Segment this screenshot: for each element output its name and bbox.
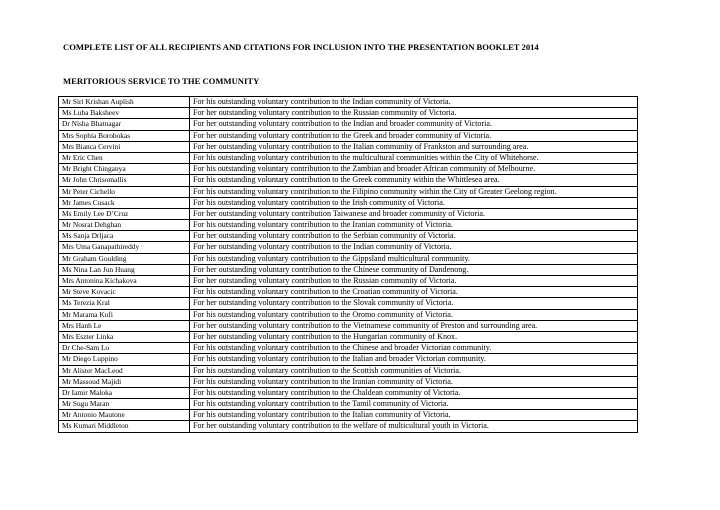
recipient-citation: For his outstanding voluntary contribution to the Filipino community within the City of Greater Geelong region. [190, 186, 638, 197]
recipient-citation: For her outstanding voluntary contribution to the Chinese community of Dandenong. [190, 264, 638, 275]
recipient-citation: For her outstanding voluntary contribution to the Greek and broader community of Victoria. [190, 130, 638, 141]
table-row [59, 231, 638, 242]
recipient-name: Ms Nina Lan Jun Huang [59, 264, 190, 275]
table-row [59, 410, 638, 421]
recipient-citation: For his outstanding voluntary contribution to the Gippsland multicultural community. [190, 253, 638, 264]
table-row [59, 186, 638, 197]
recipient-citation: For his outstanding voluntary contribution to the Iranian community of Victoria. [190, 220, 638, 231]
recipient-name: Ms Emily Lee D’Cruz [59, 208, 190, 219]
table-row [59, 197, 638, 208]
recipient-name: Mr Nosrat Dehghan [59, 220, 190, 231]
table-row [59, 119, 638, 130]
recipient-citation: For his outstanding voluntary contribution to the Chinese and broader Victorian community. [190, 343, 638, 354]
recipient-name: Mrs Uma Ganapathireddy [59, 242, 190, 253]
recipient-citation: For his outstanding voluntary contribution to the Italian and broader Victorian community. [190, 354, 638, 365]
table-row [59, 354, 638, 365]
table-row [59, 421, 638, 432]
recipient-citation: For his outstanding voluntary contribution to the Greek community within the Whittlesea area. [190, 175, 638, 186]
table-row [59, 399, 638, 410]
recipient-citation: For her outstanding voluntary contribution to the Italian community of Frankston and surrounding area. [190, 141, 638, 152]
recipient-name: Mr Alister MacLeod [59, 365, 190, 376]
recipient-citation: For her outstanding voluntary contribution Taiwanese and broader community of Victoria. [190, 208, 638, 219]
recipient-name: Mrs Eszter Linka [59, 331, 190, 342]
table-row [59, 365, 638, 376]
table-row [59, 130, 638, 141]
recipient-citation: For his outstanding voluntary contribution to the multicultural communities within the City of Whitehorse. [190, 152, 638, 163]
recipient-name: Ms Terezia Kral [59, 298, 190, 309]
recipient-citation: For her outstanding voluntary contribution to the Indian community of Victoria. [190, 242, 638, 253]
table-row [59, 220, 638, 231]
table-row [59, 164, 638, 175]
table-row [59, 331, 638, 342]
recipient-name: Mr Antonio Mautone [59, 410, 190, 421]
table-row [59, 208, 638, 219]
recipient-name: Mr Marama Kufi [59, 309, 190, 320]
recipient-citation: For his outstanding voluntary contribution to the Italian community of Victoria. [190, 410, 638, 421]
table-row [59, 276, 638, 287]
recipient-citation: For his outstanding voluntary contribution to the Scottish communities of Victoria. [190, 365, 638, 376]
recipient-name: Mrs Bianca Cervini [59, 141, 190, 152]
recipient-name: Mr James Cusack [59, 197, 190, 208]
recipient-citation: For her outstanding voluntary contribution to the Serbian community of Victoria. [190, 231, 638, 242]
recipient-citation: For his outstanding voluntary contribution to the Zambian and broader African community of Melbourne. [190, 164, 638, 175]
table-row [59, 242, 638, 253]
recipients-table-body [59, 97, 638, 433]
recipient-citation: For his outstanding voluntary contribution to the Irish community of Victoria. [190, 197, 638, 208]
table-row [59, 387, 638, 398]
recipient-citation: For his outstanding voluntary contribution to the Iranian community of Victoria. [190, 376, 638, 387]
recipient-citation: For his outstanding voluntary contribution to the Indian community of Victoria. [190, 97, 638, 108]
table-row [59, 108, 638, 119]
recipient-citation: For her outstanding voluntary contribution to the Indian and broader community of Victoria. [190, 119, 638, 130]
section-heading: MERITORIOUS SERVICE TO THE COMMUNITY [63, 76, 260, 86]
recipient-name: Mr John Chrisomallis [59, 175, 190, 186]
recipient-name: Mrs Sophia Borobokas [59, 130, 190, 141]
recipients-table [58, 96, 638, 433]
recipient-name: Mrs Hanh Le [59, 320, 190, 331]
recipient-citation: For her outstanding voluntary contribution to the Vietnamese community of Preston and surrounding area. [190, 320, 638, 331]
document-title: COMPLETE LIST OF ALL RECIPIENTS AND CITATIONS FOR INCLUSION INTO THE PRESENTATION BOOKLET 2014 [63, 42, 539, 52]
recipient-citation: For his outstanding voluntary contribution to the Chaldean community of Victoria. [190, 387, 638, 398]
recipient-name: Dr Nisha Bhatnagar [59, 119, 190, 130]
recipient-name: Ms Luba Baksheev [59, 108, 190, 119]
recipient-name: Mr Sugu Maran [59, 399, 190, 410]
recipient-citation: For her outstanding voluntary contribution to the Slovak community of Victoria. [190, 298, 638, 309]
recipient-name: Ms Sanja Drljaca [59, 231, 190, 242]
recipient-citation: For his outstanding voluntary contribution to the Croatian community of Victoria. [190, 287, 638, 298]
recipient-name: Mr Graham Goulding [59, 253, 190, 264]
recipient-citation: For her outstanding voluntary contribution to the Hungarian community of Knox. [190, 331, 638, 342]
table-row [59, 175, 638, 186]
recipient-name: Mr Diego Luppino [59, 354, 190, 365]
recipient-name: Mr Eric Chen [59, 152, 190, 163]
recipient-name: Dr Iamir Maloka [59, 387, 190, 398]
recipient-name: Mrs Antonina Kichakova [59, 276, 190, 287]
table-row [59, 264, 638, 275]
recipient-name: Mr Massoud Majidi [59, 376, 190, 387]
table-row [59, 287, 638, 298]
recipient-name: Dr Che-Sam Lo [59, 343, 190, 354]
recipient-citation: For her outstanding voluntary contribution to the Russian community of Victoria. [190, 108, 638, 119]
recipient-citation: For his outstanding voluntary contribution to the Tamil community of Victoria. [190, 399, 638, 410]
table-row [59, 376, 638, 387]
recipient-name: Mr Bright Chinganya [59, 164, 190, 175]
table-row [59, 152, 638, 163]
table-row [59, 343, 638, 354]
recipient-citation: For her outstanding voluntary contribution to the Russian community of Victoria. [190, 276, 638, 287]
table-row [59, 97, 638, 108]
recipient-name: Ms Kumari Middleton [59, 421, 190, 432]
table-row [59, 141, 638, 152]
table-row [59, 298, 638, 309]
recipient-name: Mr Siri Krishan Auplish [59, 97, 190, 108]
recipient-citation: For his outstanding voluntary contribution to the Oromo community of Victoria. [190, 309, 638, 320]
table-row [59, 253, 638, 264]
recipient-name: Mr Steve Kovacic [59, 287, 190, 298]
recipient-name: Mr Peter Cichello [59, 186, 190, 197]
recipient-citation: For her outstanding voluntary contribution to the welfare of multicultural youth in Victoria. [190, 421, 638, 432]
table-row [59, 309, 638, 320]
table-row [59, 320, 638, 331]
